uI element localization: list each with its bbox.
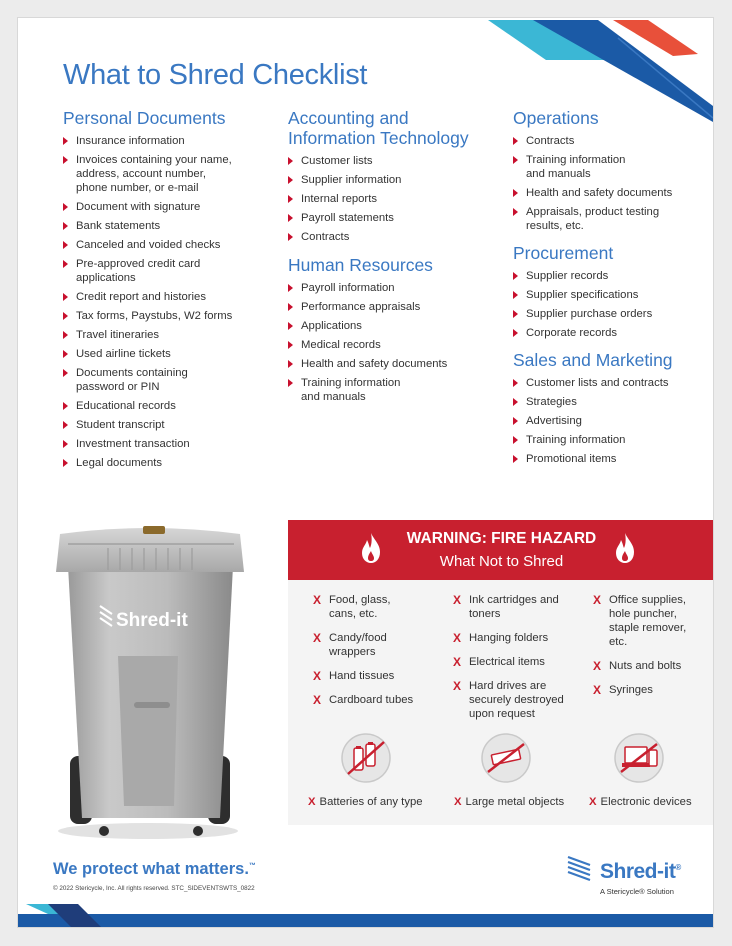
list-item: Corporate records bbox=[513, 326, 698, 340]
arrow-bullet-icon bbox=[513, 291, 518, 299]
list-item: Payroll statements bbox=[288, 211, 483, 225]
tagline: We protect what matters.™ bbox=[53, 860, 256, 878]
x-mark-icon: X bbox=[453, 679, 462, 693]
warning-item: X Candy/food wrappers bbox=[313, 631, 387, 658]
arrow-bullet-icon bbox=[63, 402, 68, 410]
arrow-bullet-icon bbox=[513, 436, 518, 444]
list-item: Training information bbox=[513, 433, 698, 447]
arrow-bullet-icon bbox=[288, 322, 293, 330]
arrow-bullet-icon bbox=[288, 303, 293, 311]
list-item: Used airline tickets bbox=[63, 347, 243, 361]
warning-item: X Hand tissues bbox=[313, 669, 395, 683]
arrow-bullet-icon bbox=[63, 350, 68, 358]
arrow-bullet-icon bbox=[513, 272, 518, 280]
arrow-bullet-icon bbox=[513, 329, 518, 337]
arrow-bullet-icon bbox=[63, 203, 68, 211]
warning-item: X Cardboard tubes bbox=[313, 693, 414, 707]
shred-it-logo-icon bbox=[566, 851, 598, 883]
list-item: Performance appraisals bbox=[288, 300, 483, 314]
list-item: Training information and manuals bbox=[513, 153, 641, 181]
logo-subtitle: A Stericycle® Solution bbox=[600, 887, 674, 896]
logo-name: Shred-it® bbox=[600, 860, 681, 883]
list-item: Applications bbox=[288, 319, 483, 333]
arrow-bullet-icon bbox=[63, 369, 68, 377]
warning-item: X Electrical items bbox=[453, 655, 545, 669]
page bbox=[17, 17, 714, 928]
list-item: Strategies bbox=[513, 395, 698, 409]
list-item: Legal documents bbox=[63, 456, 243, 470]
arrow-bullet-icon bbox=[513, 208, 518, 216]
list-item: Contracts bbox=[513, 134, 698, 148]
column-accounting-hr bbox=[288, 108, 483, 413]
warning-item: X Ink cartridges and toners bbox=[453, 593, 559, 620]
arrow-bullet-icon bbox=[63, 312, 68, 320]
list-item: Invoices containing your name, address, account number, phone number, or e-mail bbox=[63, 153, 236, 195]
checklist bbox=[63, 134, 243, 470]
warning-subtitle: What Not to Shred bbox=[439, 553, 564, 570]
section-heading: Procurement bbox=[513, 243, 614, 263]
warning-item: X Office supplies, hole puncher, staple remover, etc. bbox=[593, 593, 687, 648]
arrow-bullet-icon bbox=[288, 157, 293, 165]
list-item: Travel itineraries bbox=[63, 328, 243, 342]
electronic-device-icon bbox=[613, 732, 665, 784]
x-mark-icon: X bbox=[313, 693, 322, 707]
x-mark-icon: X bbox=[313, 631, 322, 645]
arrow-bullet-icon bbox=[63, 293, 68, 301]
list-item: Customer lists bbox=[288, 154, 483, 168]
x-mark-icon: X bbox=[593, 593, 602, 607]
list-item: Insurance information bbox=[63, 134, 243, 148]
arrow-bullet-icon bbox=[63, 421, 68, 429]
arrow-bullet-icon bbox=[63, 260, 68, 268]
arrow-bullet-icon bbox=[63, 222, 68, 230]
x-mark-icon: X bbox=[593, 683, 602, 697]
battery-icon bbox=[340, 732, 392, 784]
arrow-bullet-icon bbox=[513, 137, 518, 145]
warning-header bbox=[288, 520, 714, 580]
list-item: Payroll information bbox=[288, 281, 483, 295]
warning-item: X Nuts and bolts bbox=[593, 659, 682, 673]
arrow-bullet-icon bbox=[288, 341, 293, 349]
list-item: Internal reports bbox=[288, 192, 483, 206]
arrow-bullet-icon bbox=[63, 459, 68, 467]
x-mark-icon: X bbox=[593, 659, 602, 673]
section-heading: Accounting and Information Technology bbox=[288, 108, 469, 148]
arrow-bullet-icon bbox=[63, 241, 68, 249]
list-item: Advertising bbox=[513, 414, 698, 428]
list-item: Medical records bbox=[288, 338, 483, 352]
list-item: Bank statements bbox=[63, 219, 243, 233]
copyright: © 2022 Stericycle, Inc. All rights reserved. STC_SIDEVENTSWTS_0822 bbox=[53, 885, 255, 892]
arrow-bullet-icon bbox=[288, 195, 293, 203]
icon-label: X Electronic devices bbox=[589, 796, 692, 808]
x-mark-icon: X bbox=[453, 631, 462, 645]
checklist bbox=[288, 281, 483, 404]
icon-label: X Batteries of any type bbox=[308, 796, 423, 808]
arrow-bullet-icon bbox=[63, 156, 68, 164]
list-item: Pre-approved credit card applications bbox=[63, 257, 211, 285]
column-operations bbox=[513, 108, 698, 475]
list-item: Credit report and histories bbox=[63, 290, 243, 304]
list-item: Health and safety documents bbox=[288, 357, 483, 371]
list-item: Supplier records bbox=[513, 269, 698, 283]
warning-column bbox=[313, 593, 423, 717]
warning-item: X Hanging folders bbox=[453, 631, 549, 645]
arrow-bullet-icon bbox=[513, 455, 518, 463]
list-item: Canceled and voided checks bbox=[63, 238, 243, 252]
arrow-bullet-icon bbox=[288, 379, 293, 387]
icon-label: X Large metal objects bbox=[454, 796, 565, 808]
arrow-bullet-icon bbox=[513, 417, 518, 425]
list-item: Appraisals, product testing results, etc. bbox=[513, 205, 676, 233]
fire-hazard-warning bbox=[288, 520, 714, 825]
list-item: Contracts bbox=[288, 230, 483, 244]
warning-item: X Hard drives are securely destroyed upon request bbox=[453, 679, 564, 720]
bin-logo-text: Shred-it bbox=[116, 610, 188, 631]
section-heading: Personal Documents bbox=[63, 108, 226, 128]
warning-item: X Syringes bbox=[593, 683, 653, 697]
shred-bin-illustration bbox=[48, 506, 258, 846]
warning-column bbox=[593, 593, 708, 707]
arrow-bullet-icon bbox=[288, 360, 293, 368]
checklist bbox=[288, 154, 483, 244]
checklist bbox=[513, 269, 698, 340]
x-mark-icon: X bbox=[453, 655, 462, 669]
list-item: Document with signature bbox=[63, 200, 243, 214]
warning-column bbox=[453, 593, 568, 731]
section-heading: Sales and Marketing bbox=[513, 350, 673, 370]
arrow-bullet-icon bbox=[513, 310, 518, 318]
list-item: Tax forms, Paystubs, W2 forms bbox=[63, 309, 243, 323]
list-item: Student transcript bbox=[63, 418, 243, 432]
list-item: Educational records bbox=[63, 399, 243, 413]
arrow-bullet-icon bbox=[288, 176, 293, 184]
x-mark-icon: X bbox=[313, 593, 322, 607]
arrow-bullet-icon bbox=[63, 331, 68, 339]
arrow-bullet-icon bbox=[63, 137, 68, 145]
section-heading: Human Resources bbox=[288, 255, 433, 275]
metal-object-icon bbox=[480, 732, 532, 784]
warning-item: X Food, glass, cans, etc. bbox=[313, 593, 391, 620]
arrow-bullet-icon bbox=[63, 440, 68, 448]
checklist bbox=[513, 376, 698, 466]
list-item: Health and safety documents bbox=[513, 186, 698, 200]
arrow-bullet-icon bbox=[288, 233, 293, 241]
checklist bbox=[513, 134, 698, 233]
arrow-bullet-icon bbox=[513, 379, 518, 387]
list-item: Supplier information bbox=[288, 173, 483, 187]
list-item: Customer lists and contracts bbox=[513, 376, 698, 390]
bottom-stripes-decoration bbox=[18, 904, 714, 928]
list-item: Promotional items bbox=[513, 452, 698, 466]
column-personal bbox=[63, 108, 243, 479]
section-heading: Operations bbox=[513, 108, 599, 128]
x-mark-icon: X bbox=[453, 593, 462, 607]
list-item: Supplier specifications bbox=[513, 288, 698, 302]
arrow-bullet-icon bbox=[513, 189, 518, 197]
arrow-bullet-icon bbox=[288, 284, 293, 292]
arrow-bullet-icon bbox=[288, 214, 293, 222]
warning-title: WARNING: FIRE HAZARD bbox=[406, 530, 597, 547]
arrow-bullet-icon bbox=[513, 398, 518, 406]
list-item: Supplier purchase orders bbox=[513, 307, 698, 321]
list-item: Documents containing password or PIN bbox=[63, 366, 201, 394]
arrow-bullet-icon bbox=[513, 156, 518, 164]
x-mark-icon: X bbox=[313, 669, 322, 683]
list-item: Training information and manuals bbox=[288, 376, 416, 404]
page-title: What to Shred Checklist bbox=[63, 59, 368, 91]
list-item: Investment transaction bbox=[63, 437, 243, 451]
